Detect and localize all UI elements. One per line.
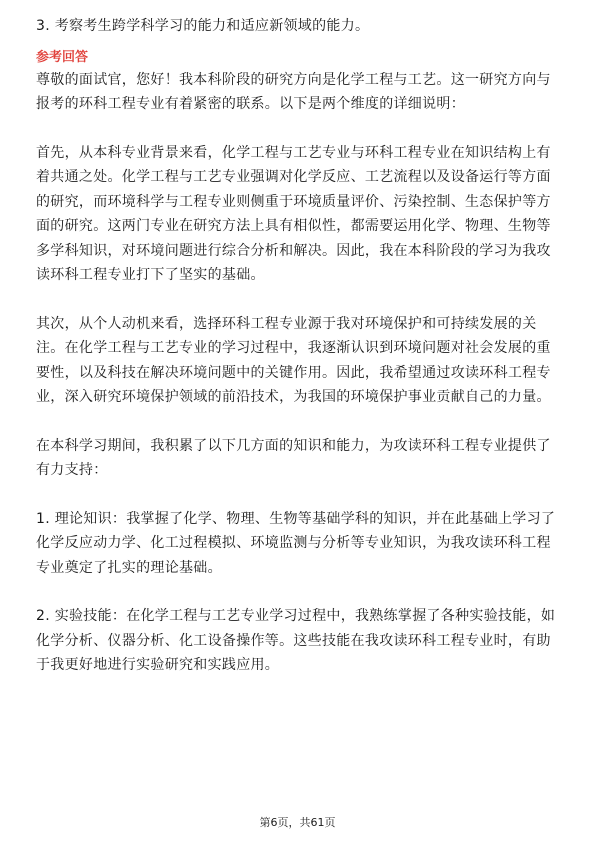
answer-heading: 参考回答 bbox=[36, 49, 89, 65]
text-line: 尊敬的面试官，您好！我本科阶段的研究方向是化学工程与工艺。这一研究方向与 bbox=[36, 71, 551, 88]
page-content bbox=[36, 14, 559, 702]
text-line: 多学科知识，对环境问题进行综合分析和解决。因此，我在本科阶段的学习为我攻 bbox=[36, 242, 551, 259]
text-line: 读环科工程专业打下了坚实的基础。 bbox=[36, 267, 265, 283]
text-line: 1. 理论知识：我掌握了化学、物理、生物等基础学科的知识，并在此基础上学习了 bbox=[36, 510, 556, 527]
text-line: 于我更好地进行实验研究和实践应用。 bbox=[36, 657, 280, 673]
text-line: 在本科学习期间，我积累了以下几方面的知识和能力，为攻读环科工程专业提供了 bbox=[36, 437, 551, 454]
paragraph-theory bbox=[36, 507, 559, 581]
text-line: 其次，从个人动机来看，选择环科工程专业源于我对环境保护和可持续发展的关 bbox=[36, 315, 537, 332]
paragraph-motivation bbox=[36, 312, 559, 410]
paragraph-lab-skills bbox=[36, 604, 559, 678]
text-line: 首先，从本科专业背景来看，化学工程与工艺专业与环科工程专业在知识结构上有 bbox=[36, 144, 551, 161]
text-line: 有力支持： bbox=[36, 462, 108, 478]
text-line: 2. 实验技能：在化学工程与工艺专业学习过程中，我熟练掌握了各种实验技能，如 bbox=[36, 608, 556, 624]
text-line: 着共通之处。化学工程与工艺专业强调对化学反应、工艺流程以及设备运行等方面 bbox=[36, 169, 551, 185]
text-line: 注。在化学工程与工艺专业的学习过程中，我逐渐认识到环境问题对社会发展的重 bbox=[36, 340, 551, 356]
text-line: 化学反应动力学、化工过程模拟、环境监测与分析等专业知识，为我攻读环科工程 bbox=[36, 535, 551, 551]
text-line: 化学分析、仪器分析、化工设备操作等。这些技能在我攻读环科工程专业时，有助 bbox=[36, 632, 551, 649]
paragraph-greeting bbox=[36, 68, 559, 117]
text-line: 的研究，而环境科学与工程专业则侧重于环境质量评价、污染控制、生态保护等方 bbox=[36, 193, 551, 210]
text-line: 业，深入研究环境保护领域的前沿技术，为我国的环境保护事业贡献自己的力量。 bbox=[36, 389, 551, 405]
intro-list-item: 3. 考察考生跨学科学习的能力和适应新领域的能力。 bbox=[36, 18, 370, 34]
text-line: 面的研究。这两门专业在研究方法上具有相似性，都需要运用化学、物理、生物等 bbox=[36, 218, 551, 234]
text-line: 报考的环科工程专业有着紧密的联系。以下是两个维度的详细说明： bbox=[36, 96, 465, 112]
text-line: 专业奠定了扎实的理论基础。 bbox=[36, 559, 222, 576]
paragraph-accumulation bbox=[36, 434, 559, 483]
page-number-footer: 第6页，共61页 bbox=[259, 816, 336, 829]
text-line: 要性，以及科技在解决环境问题中的关键作用。因此，我希望通过攻读环科工程专 bbox=[36, 364, 551, 381]
paragraph-background bbox=[36, 141, 559, 288]
